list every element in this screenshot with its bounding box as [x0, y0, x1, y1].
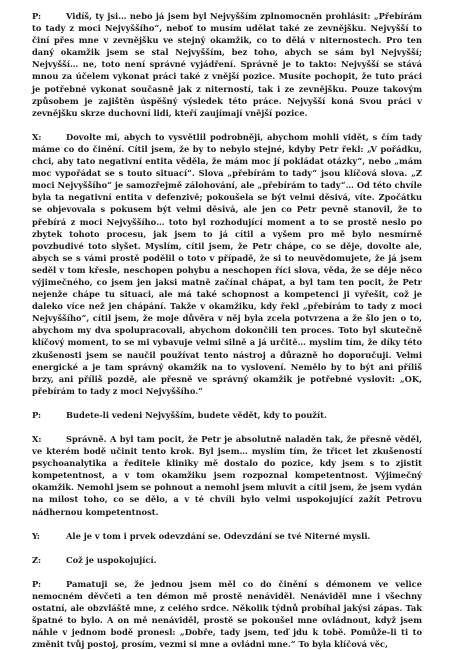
paragraph-text: Pamatuji se, že jednou jsem měl co do činění s démonem ve velice nemocném děvčeti a ten démon mě prostě nenáviděl. Nenáviděl mne i všechny ostatní, ale obzvláště mne, z celého srdce. Několik týdnů probíhal jakýsi zápas. Tak špatné to bylo. A on mě nenáviděl, prostě se pokoušel mne ovládnout, když jsem náhle v jednom bodě pronesl: „Dobře, tady jsem, teď jdu k tobě. Pomůže-li ti to změnit tvůj postoj, prosím, vezmi si mne a ovládni mne.“ To byla klíčová věc,	[32, 578, 422, 650]
speaker-label: Y:	[32, 530, 40, 541]
paragraph-text: Ale je v tom i prvek odevzdání se. Odevzdání se tvé Niterné mysli.	[66, 530, 371, 541]
dialogue-paragraph	[32, 578, 422, 650]
speaker-label: X:	[32, 434, 42, 444]
dialogue-paragraph	[32, 409, 422, 421]
paragraph-text: Což je uspokojující.	[66, 554, 157, 565]
speaker-label: P:	[32, 578, 42, 589]
dialogue-paragraph	[32, 10, 422, 119]
dialogue-paragraph	[32, 131, 422, 397]
speaker-label: P:	[32, 409, 42, 420]
speaker-label: X:	[32, 131, 42, 142]
dialogue-paragraph	[32, 554, 422, 566]
dialogue-paragraph	[32, 433, 422, 518]
paragraph-text: Správně. A byl tam pocit, že Petr je absolutně naladěn tak, že přesně věděl, ve kterém bodě učinit tento krok. Byl jsem… myslím tím, že třicet let zkušeností psychoanalytika a ředitele kliniky mě dostalo do pozice, kdy jsem s to zjistit kompetentnost, a v tom okamžiku jsem rozpoznal kompetentnost. Výjimečný okamžik. Nemohl jsem se pohnout a nemohl jsem mluvit a cítil jsem, že jsem vydán na milost toho, co se dělo, a v té chvíli bylo velmi uspokojující zažít Petrovu nádhernou kompetentnost.	[32, 434, 422, 517]
dialogue-paragraph	[32, 530, 422, 542]
paragraph-text: Dovolte mi, abych to vysvětlil podrobněji, abychom mohli vidět, s čím tady máme co do činění. Cítil jsem, že by to nebylo stejné, kdyby Petr řekl: „V pořádku, chci, aby tato negativní entita věděla, že mám moc jí pokládat otázky“, nebo „mám moc vypořádat se s touto situací“. Slova „přebírám to tady“ jsou klíčová slova. „Z moci Nejvyššího“ je samozřejmě zálohování, ale „přebírám to tady“… Od této chvíle byla ta negativní entita v defenzivě; pokoušela se být velmi děsivá, víte. Zpočátku se objevovala s pokusem být velmi děsivá, ale jen co Petr pevně stanovil, že to přebírá z moci Nejvyššího… toto byl rozhodující moment a to se prostě neslo po zbytek tohoto procesu, jak jsem to já cítil a vyšem pro mě bylo nesmírně povzbudivé toto slyšet. Myslím, cítil jsem, že Petr chápe, co se děje, dovolte ale, abych se s vámi prostě podělil o toto v případě, že si to neuvědomujete, že já jsem seděl v tom křesle, neschopen pohybu a neschopen říci slova, věda, že se děje něco výjimečného, co jsem jen jaksi matně začínal chápat, a byl tam ten pocit, že Petr nejenže chápe tu situaci, ale má také schopnost a kompetenci ji vyřešit, což je daleko více než jen chápání. Takže v okamžiku, kdy řekl „přebírám to tady z moci Nejvyššího“, cítil jsem, že moje důvěra v něj byla zcela potvrzena a že šlo jen o to, abychom my dva spolupracovali, abychom dokončili ten proces. Toto byl skutečně klíčový moment, to se mi vybavuje velmi silně a já určitě… myslím tím, že díky této zkušenosti jsem se naučil používat tento nástroj a důrazně ho doporučuji. Velmi energické a je tam správný okamžik na to vyslovení. Nemělo by to být ani příliš brzy, ani příliš pozdě, ale přesně ve správný okamžik je potřebné vyslovit: „OK, přebírám to tady z moci Nejvyššího.“	[32, 131, 422, 396]
paragraph-text: Vidíš, ty jsi… nebo já jsem byl Nejvyšším zplnomocněn prohlásit: „Přebírám to tady z moci Nejvyššího“, neboť to musím udělat také ze zevnějšku. Nejvyšší to činí přes mne v zevnějšku ve stejný okamžik, co to dělá v niternostech. Pro ten daný okamžik jsem se stal Nejvyšším, bez toho, abych se sám byl Nejvyšší; Nejvyšší… ne, toto není správné vyjádření. Správně je to takto: Nejvyšší se stává mnou za účelem vykonat práci také z vnější pozice. Musíte pochopit, že tuto práci je potřebné vykonat současně jak z niterností, tak i ze zevnějšku. Pouze takovým způsobem je zajištěn úspěšný výsledek této práce. Nejvyšší koná Svou práci v zevnějšku skrze duchovní lidi, kteří zaujímají vnější pozice.	[32, 11, 422, 118]
paragraph-text: Budete-li vedeni Nejvyšším, budete vědět, kdy to použít.	[66, 409, 327, 420]
speaker-label: Z:	[32, 554, 42, 565]
speaker-label: P:	[32, 11, 42, 21]
